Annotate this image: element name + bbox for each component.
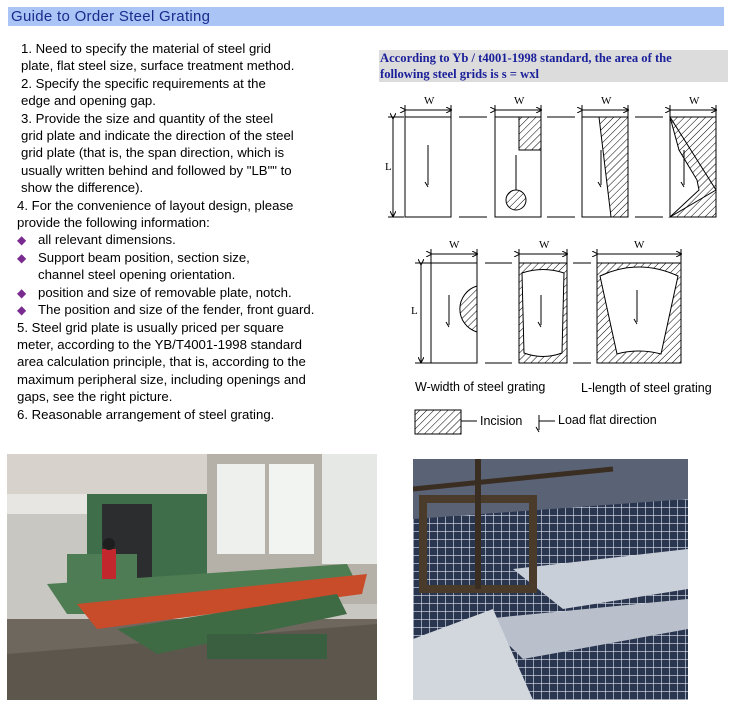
- diamond-bullet-icon: ◆: [17, 303, 27, 318]
- bullet-item: ◆ The position and size of the fender, front guard.: [17, 301, 347, 318]
- svg-text:W: W: [634, 239, 645, 251]
- length-caption: L-length of steel grating: [581, 381, 712, 395]
- svg-text:L: L: [385, 161, 392, 173]
- item-2: 2. Specify the specific requirements at the edge and opening gap.: [21, 75, 266, 109]
- svg-text:W: W: [449, 239, 460, 251]
- item-3: 3. Provide the size and quantity of the steel grid plate and indicate the direction of the steel grid plate (that is, the span direction, which is usually written behind and followed by "LB"" to show the difference).: [21, 110, 294, 196]
- diamond-bullet-icon: ◆: [17, 285, 27, 300]
- standard-heading: According to Yb / t4001-1998 standard, the area of the following steel grids is s = wxl: [379, 50, 728, 82]
- load-direction-legend-label: Load flat direction: [558, 413, 657, 427]
- steel-grating-installation-photo: [413, 459, 688, 700]
- order-guide-text: [17, 40, 347, 423]
- bullet-item: ◆ all relevant dimensions.: [17, 231, 347, 248]
- bullet-item: ◆ Support beam position, section size, channel steel opening orientation.: [17, 249, 250, 283]
- item-5: 5. Steel grid plate is usually priced per square meter, according to the YB/T4001-1998 standard area calculation principle, that is, according to the maximum peripheral size, including openings and gaps, see the right picture.: [17, 319, 306, 405]
- svg-text:L: L: [411, 305, 418, 317]
- svg-text:W: W: [424, 95, 435, 107]
- svg-text:W: W: [514, 95, 525, 107]
- bullet-item: ◆ position and size of removable plate, notch.: [17, 284, 347, 301]
- svg-text:W: W: [689, 95, 700, 107]
- svg-text:W: W: [601, 95, 612, 107]
- incision-legend-label: Incision: [480, 414, 523, 428]
- diamond-bullet-icon: ◆: [17, 250, 27, 265]
- diamond-bullet-icon: ◆: [17, 233, 27, 248]
- item-4: 4. For the convenience of layout design, please provide the following information:: [17, 197, 294, 231]
- width-caption: W-width of steel grating: [415, 380, 546, 394]
- factory-production-line-photo: [7, 454, 377, 700]
- item-1: 1. Need to specify the material of steel grid plate, flat steel size, surface treatment method.: [21, 41, 295, 74]
- svg-text:W: W: [539, 239, 550, 251]
- title-bar: [8, 7, 724, 26]
- item-6: 6. Reasonable arrangement of steel grating.: [17, 406, 275, 422]
- page-title: Guide to Order Steel Grating: [11, 8, 211, 25]
